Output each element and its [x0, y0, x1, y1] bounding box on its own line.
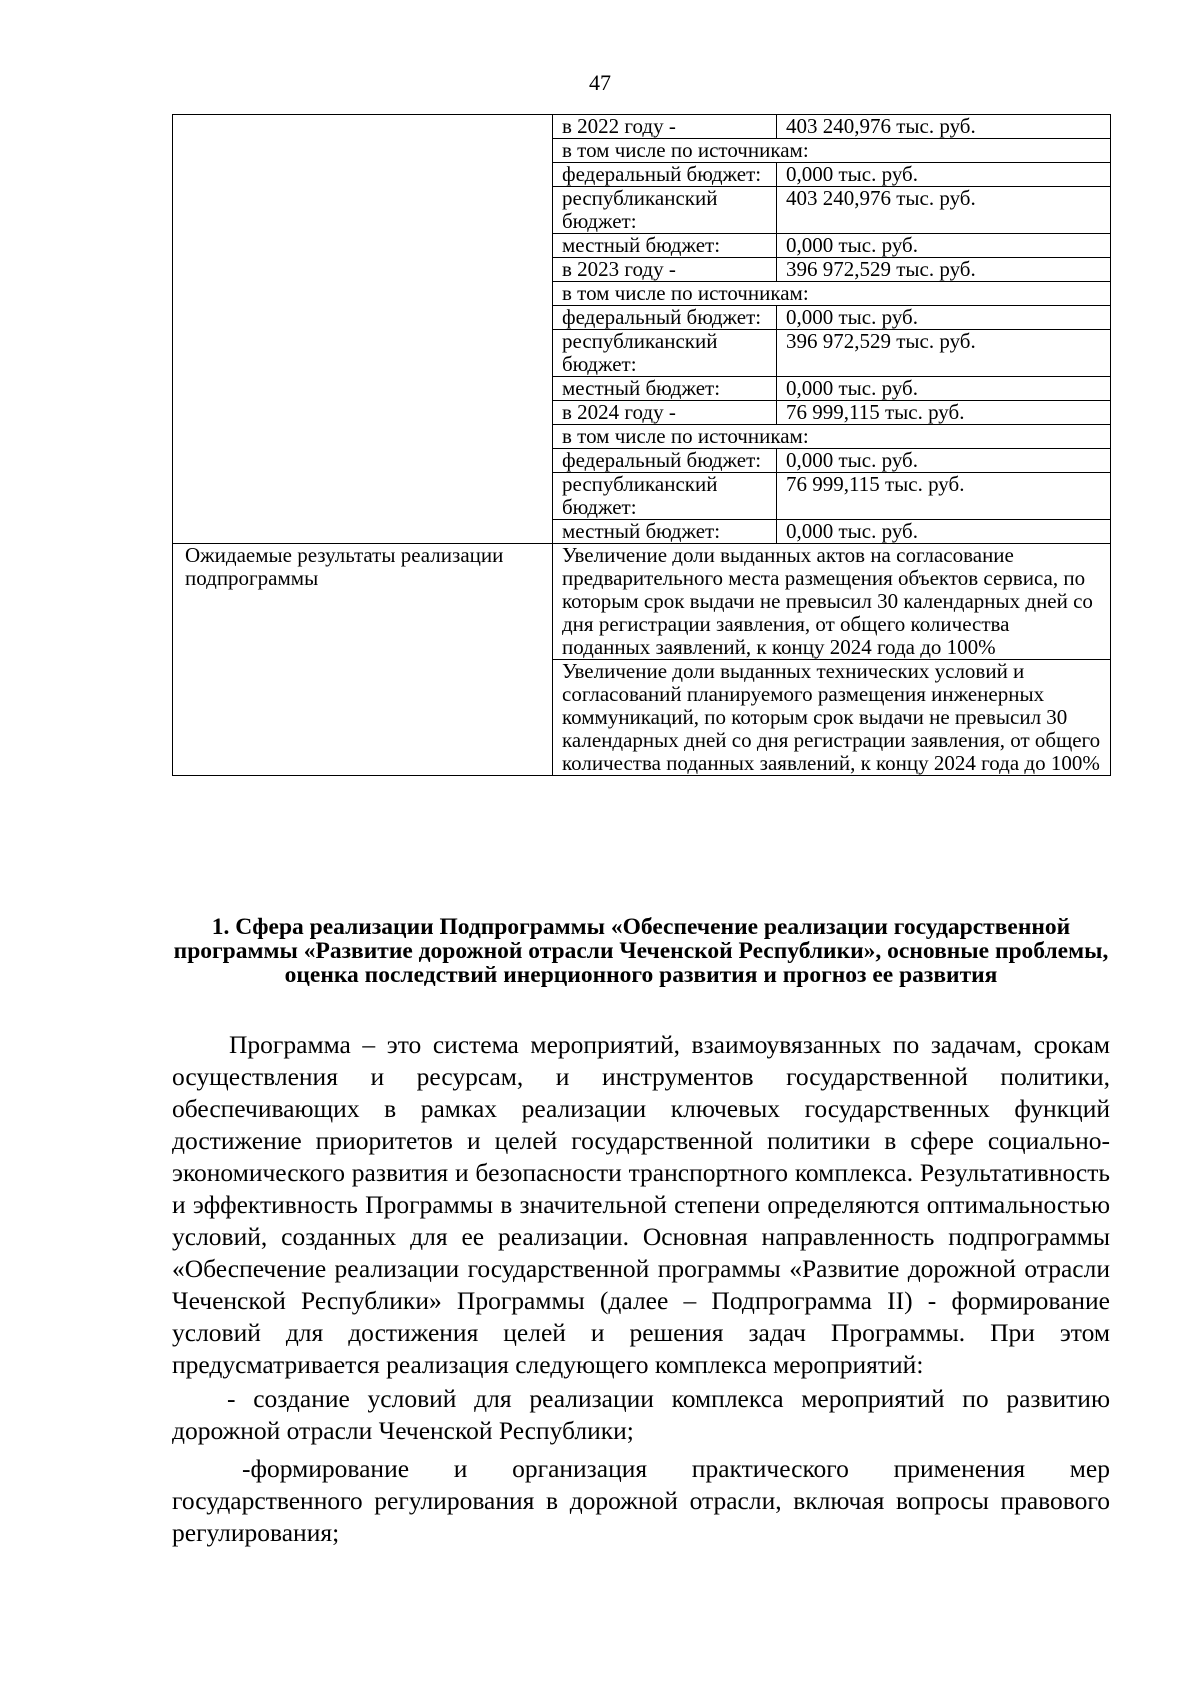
funding-amount: 0,000 тыс. руб. [777, 520, 1111, 544]
funding-sources-caption: в том числе по источникам: [553, 139, 1111, 163]
funding-source-label: федеральный бюджет: [553, 306, 777, 330]
expected-result-item: Увеличение доли выданных актов на согласование предварительного места размещения объектов сервиса, по которым срок выдачи не превысил 30 календарных дней со дня регистрации заявления, от общего количества поданных заявлений, к концу 2024 года до 100% [553, 544, 1111, 660]
funding-sources-caption: в том числе по источникам: [553, 425, 1111, 449]
page-number: 47 [589, 70, 611, 95]
funding-source-label: республиканский бюджет: [553, 330, 777, 377]
passport-table [172, 114, 1111, 776]
funding-amount: 396 972,529 тыс. руб. [777, 258, 1111, 282]
funding-source-label: в 2023 году - [553, 258, 777, 282]
funding-source-label: в 2024 году - [553, 401, 777, 425]
funding-row [173, 115, 1111, 139]
funding-source-label: местный бюджет: [553, 520, 777, 544]
funding-sources-caption: в том числе по источникам: [553, 282, 1111, 306]
funding-amount: 76 999,115 тыс. руб. [777, 401, 1111, 425]
results-label: Ожидаемые результаты реализации подпрограммы [173, 544, 553, 776]
results-row [173, 544, 1111, 660]
funding-amount: 403 240,976 тыс. руб. [777, 115, 1111, 139]
funding-amount: 0,000 тыс. руб. [777, 234, 1111, 258]
funding-amount: 0,000 тыс. руб. [777, 377, 1111, 401]
intro-paragraph: Программа – это система мероприятий, взаимоувязанных по задачам, срокам осуществления и ресурсам, и инструментов государственной политики, обеспечивающих в рамках реализации ключевых государственных функций достижение приоритетов и целей государственной политики в сфере социально-экономического развития и безопасности транспортного комплекса. Результативность и эффективность Программы в значительной степени определяются оптимальностью условий, созданных для ее реализации. Основная направленность подпрограммы «Обеспечение реализации государственной программы «Развитие дорожной отрасли Чеченской Республики» Программы (далее – Подпрограмма II) - формирование условий для достижения целей и решения задач Программы. При этом предусматривается реализация следующего комплекса мероприятий: [172, 1030, 1110, 1379]
funding-source-label: в 2022 году - [553, 115, 777, 139]
funding-amount: 403 240,976 тыс. руб. [777, 187, 1111, 234]
section-body [172, 1029, 1110, 1549]
funding-amount: 0,000 тыс. руб. [777, 449, 1111, 473]
funding-source-label: федеральный бюджет: [553, 449, 777, 473]
section-heading: 1. Сфера реализации Подпрограммы «Обеспечение реализации государственной программы «Развитие дорожной отрасли Чеченской Республики», основные проблемы, оценка последствий инерционного развития и прогноз ее развития [173, 914, 1109, 988]
passport-table-body [173, 115, 1111, 776]
list-item-2: -формирование и организация практического применения мер государственного регулирования в дорожной отрасли, включая вопросы правового регулирования; [172, 1454, 1110, 1547]
funding-amount: 396 972,529 тыс. руб. [777, 330, 1111, 377]
funding-amount: 0,000 тыс. руб. [777, 163, 1111, 187]
funding-source-label: республиканский бюджет: [553, 473, 777, 520]
funding-source-label: местный бюджет: [553, 377, 777, 401]
funding-source-label: федеральный бюджет: [553, 163, 777, 187]
funding-amount: 76 999,115 тыс. руб. [777, 473, 1111, 520]
funding-source-label: местный бюджет: [553, 234, 777, 258]
list-item-1: - создание условий для реализации комплекса мероприятий по развитию дорожной отрасли Чеченской Республики; [172, 1384, 1110, 1445]
expected-result-item: Увеличение доли выданных технических условий и согласований планируемого размещения инженерных коммуникаций, по которым срок выдачи не превысил 30 календарных дней со дня регистрации заявления, от общего количества поданных заявлений, к концу 2024 года до 100% [553, 660, 1111, 776]
funding-amount: 0,000 тыс. руб. [777, 306, 1111, 330]
funding-label-cell [173, 115, 553, 544]
funding-source-label: республиканский бюджет: [553, 187, 777, 234]
